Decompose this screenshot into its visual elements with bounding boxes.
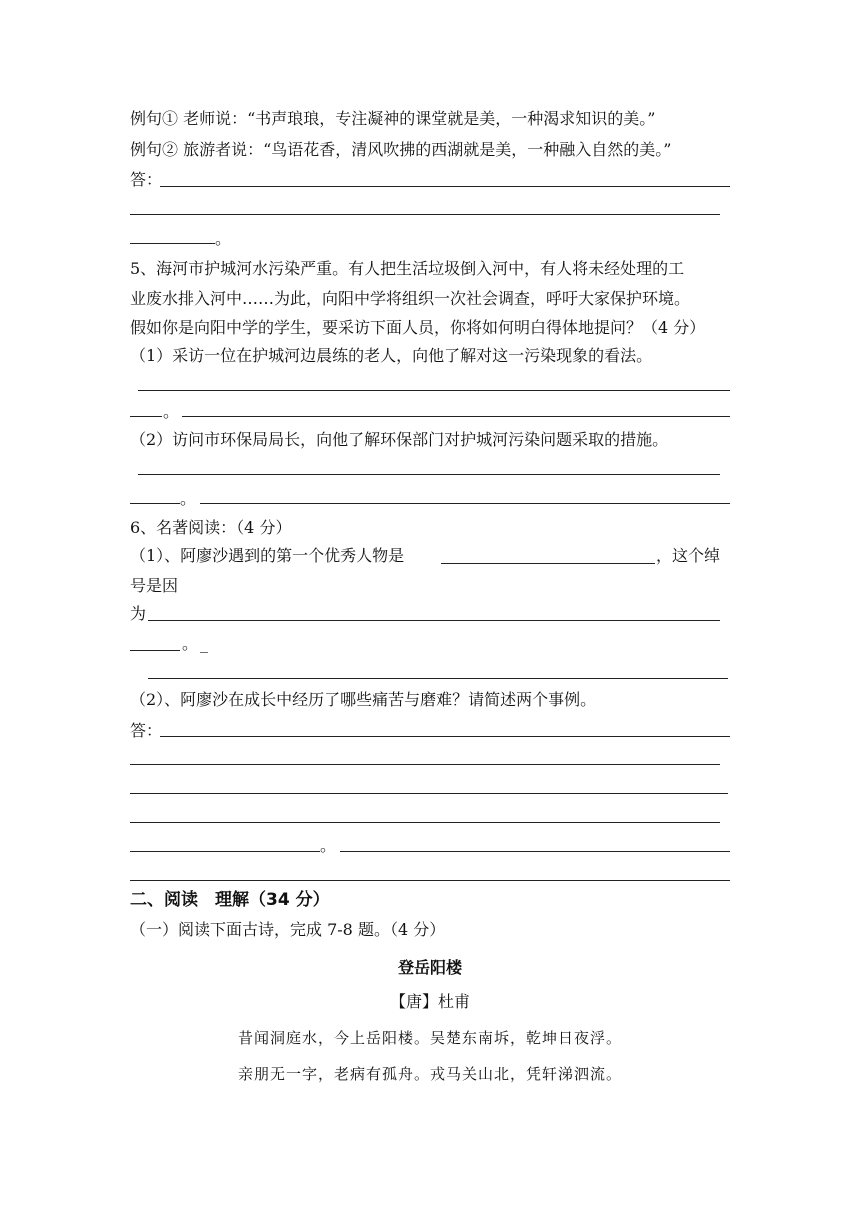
- answer-line[interactable]: [148, 678, 728, 679]
- poem-line-1: 昔闻洞庭水，今上岳阳楼。吴楚东南坼，乾坤日夜浮。: [237, 1029, 622, 1047]
- answer-line[interactable]: [130, 650, 180, 651]
- section-2-title: 二、阅读 理解（34 分）: [130, 890, 330, 910]
- poem-author: 【唐】杜甫: [389, 992, 470, 1011]
- answer-line[interactable]: [160, 736, 730, 737]
- period: 。: [320, 836, 337, 855]
- answer-label: 答：: [130, 721, 163, 740]
- answer-line[interactable]: [182, 416, 730, 417]
- answer-line[interactable]: [130, 503, 180, 504]
- question-5-sub-2: （2）访问市环保局局长，向他了解环保部门对护城河污染问题采取的措施。: [130, 430, 669, 449]
- question-6-sub-1: （1）、阿廖沙遇到的第一个优秀人物是: [130, 546, 405, 565]
- question-6-sub-1-line-2: 号是因: [130, 576, 179, 595]
- question-6-header: 6、名著阅读：（4 分）: [130, 518, 292, 537]
- answer-line[interactable]: [130, 822, 720, 823]
- answer-line[interactable]: [130, 793, 728, 794]
- answer-line[interactable]: [138, 474, 720, 475]
- question-5-line-3: 假如你是向阳中学的学生，要采访下面人员，你将如何明白得体地提问？（4 分）: [130, 318, 706, 337]
- period: 。: [215, 229, 232, 248]
- answer-line[interactable]: [130, 416, 162, 417]
- poem-line-2: 亲朋无一字，老病有孤舟。戎马关山北，凭轩涕泗流。: [237, 1065, 622, 1083]
- question-5-line-2: 业废水排入河中……为此，向阳中学将组织一次社会调查，呼吁大家保护环境。: [130, 289, 691, 308]
- dash-mark: _: [200, 634, 208, 653]
- blank-line[interactable]: [441, 563, 655, 564]
- question-6-sub-2: （2）、阿廖沙在成长中经历了哪些痛苦与磨难？请简述两个事例。: [130, 690, 597, 709]
- period: 。: [163, 402, 180, 421]
- answer-line[interactable]: [130, 764, 720, 765]
- answer-label: 答：: [130, 170, 163, 189]
- answer-line[interactable]: [160, 186, 730, 187]
- answer-line[interactable]: [148, 620, 720, 621]
- answer-line[interactable]: [130, 851, 320, 852]
- section-2-sub-1: （一）阅读下面古诗，完成 7-8 题。（4 分）: [130, 920, 446, 939]
- answer-line[interactable]: [340, 851, 730, 852]
- answer-line[interactable]: [200, 503, 730, 504]
- example-sentence-1: 例句① 老师说：“书声琅琅，专注凝神的课堂就是美，一种渴求知识的美。”: [130, 109, 656, 128]
- question-5-line-1: 5、海河市护城河水污染严重。有人把生活垃圾倒入河中，有人将未经处理的工: [130, 259, 685, 278]
- question-6-sub-1-cont: ，这个绰: [656, 546, 721, 565]
- answer-line[interactable]: [130, 243, 215, 244]
- example-sentence-2: 例句② 旅游者说：“鸟语花香，清风吹拂的西湖就是美，一种融入自然的美。”: [130, 140, 672, 159]
- answer-line[interactable]: [138, 390, 730, 391]
- answer-line[interactable]: [130, 214, 720, 215]
- question-6-sub-1-line-3: 为: [130, 604, 147, 623]
- answer-line[interactable]: [130, 880, 730, 881]
- period: 。: [180, 489, 197, 508]
- poem-title: 登岳阳楼: [397, 958, 462, 977]
- period: 。: [182, 634, 199, 653]
- question-5-sub-1: （1）采访一位在护城河边晨练的老人，向他了解对这一污染现象的看法。: [130, 346, 653, 365]
